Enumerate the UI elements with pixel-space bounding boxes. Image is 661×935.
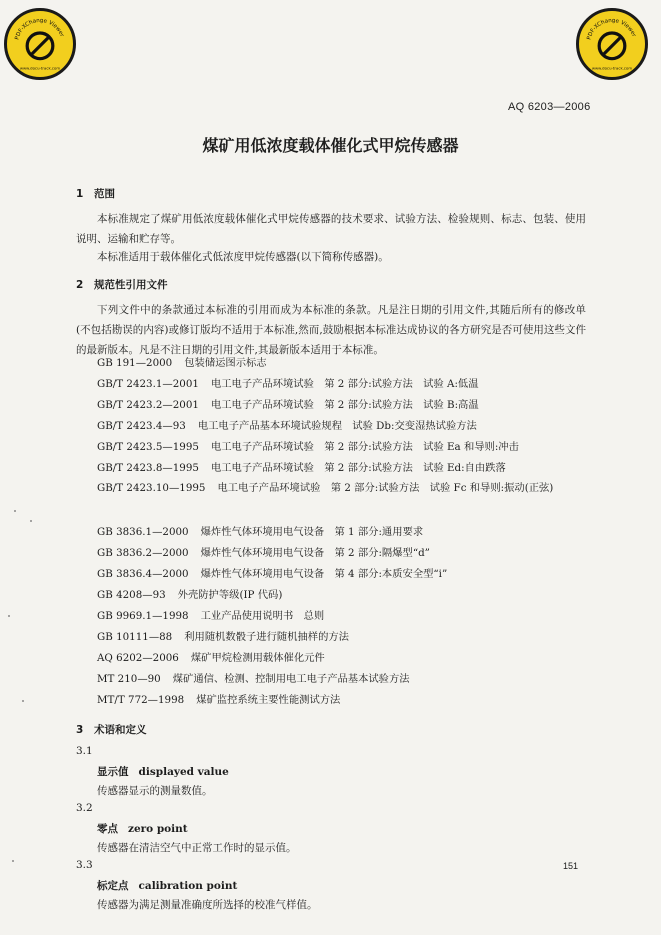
- term-number: 3.2: [76, 802, 93, 814]
- reference-title: 电工电子产品环境试验 第 2 部分:试验方法 试验 Ea 和导则:冲击: [210, 441, 519, 453]
- section-title: 规范性引用文件: [94, 279, 168, 291]
- reference-title: 煤矿监控系统主要性能测试方法: [196, 694, 341, 706]
- reference-title: 电工电子产品环境试验 第 2 部分:试验方法 试验 Fc 和导则:振动(正弦): [217, 482, 554, 494]
- reference-title: 爆炸性气体环境用电气设备 第 4 部分:本质安全型“i”: [200, 568, 448, 580]
- reference-item: [97, 418, 477, 434]
- term-en: zero point: [128, 823, 188, 835]
- reference-code: GB/T 2423.4—93: [97, 420, 186, 432]
- term-number: 3.1: [76, 745, 93, 757]
- scan-speck: [8, 615, 10, 617]
- pdf-xchange-logo-icon: [579, 11, 645, 77]
- section-number: 2: [76, 279, 84, 291]
- stamp-text: PDF-XChange Viewer: [14, 17, 65, 41]
- reference-title: 煤矿通信、检测、控制用电工电子产品基本试验方法: [172, 673, 410, 685]
- section-number: 3: [76, 724, 84, 736]
- term-definition: 传感器为满足测量准确度所选择的校准气样值。: [97, 899, 318, 911]
- reference-code: GB/T 2423.2—2001: [97, 399, 199, 411]
- reference-code: GB/T 2423.5—1995: [97, 441, 199, 453]
- reference-title: 工业产品使用说明书 总则: [200, 610, 325, 622]
- term-name: [97, 821, 188, 836]
- reference-code: GB 10111—88: [97, 631, 173, 643]
- reference-item: [97, 566, 447, 582]
- reference-title: 电工电子产品基本环境试验规程 试验 Db:交变湿热试验方法: [197, 420, 477, 432]
- section-number: 1: [76, 188, 84, 200]
- scope-paragraph-1: 本标准规定了煤矿用低浓度载体催化式甲烷传感器的技术要求、试验方法、检验规则、标志、包装、使用说明、运输和贮存等。: [76, 213, 586, 245]
- reference-item: [97, 671, 410, 687]
- reference-item: [97, 355, 267, 371]
- reference-code: GB/T 2423.10—1995: [97, 482, 206, 494]
- term-en: calibration point: [138, 880, 238, 892]
- term-number: 3.3: [76, 859, 93, 871]
- section-title: 范围: [94, 188, 115, 200]
- reference-item: [97, 692, 340, 708]
- references-intro: 下列文件中的条款通过本标准的引用而成为本标准的条款。凡是注日期的引用文件,其随后所有的修改单(不包括勘误的内容)或修订版均不适用于本标准,然而,鼓励根据本标准达成协议的各方研究是否可使用这些文件的最新版本。凡是不注日期的引用文件,其最新版本适用于本标准。: [76, 304, 586, 356]
- svg-text:PDF-XChange Viewer: [586, 18, 636, 41]
- reference-item: [97, 376, 479, 392]
- term-name: [97, 764, 229, 779]
- reference-title: 爆炸性气体环境用电气设备 第 1 部分:通用要求: [200, 526, 424, 538]
- reference-title: 包装储运图示标志: [184, 357, 267, 369]
- reference-title: 利用随机数骰子进行随机抽样的方法: [184, 631, 349, 643]
- term-zh: 显示值: [97, 766, 129, 778]
- section-title: 术语和定义: [94, 724, 147, 736]
- reference-item: [76, 478, 587, 499]
- reference-item: [97, 439, 519, 455]
- reference-code: AQ 6202—2006: [97, 652, 179, 664]
- reference-item: [97, 460, 506, 476]
- reference-item: [97, 397, 479, 413]
- reference-code: MT 210—90: [97, 673, 161, 685]
- scan-speck: [22, 700, 24, 702]
- reference-title: 电工电子产品环境试验 第 2 部分:试验方法 试验 B:高温: [210, 399, 479, 411]
- term-en: displayed value: [138, 766, 229, 778]
- section-2-heading: [76, 277, 168, 292]
- reference-code: GB/T 2423.8—1995: [97, 462, 199, 474]
- reference-code: GB 9969.1—1998: [97, 610, 189, 622]
- stamp-url: www.docu-track.com: [591, 65, 633, 71]
- reference-item: [97, 524, 423, 540]
- reference-code: GB 3836.1—2000: [97, 526, 189, 538]
- scan-speck: [14, 510, 16, 512]
- svg-text:PDF-XChange Viewer: [14, 18, 64, 41]
- term-definition: 传感器在清洁空气中正常工作时的显示值。: [97, 842, 297, 854]
- reference-title: 煤矿甲烷检测用载体催化元件: [190, 652, 325, 664]
- reference-title: 爆炸性气体环境用电气设备 第 2 部分:隔爆型“d”: [200, 547, 430, 559]
- reference-code: GB 191—2000: [97, 357, 173, 369]
- document-title: 煤矿用低浓度载体催化式甲烷传感器: [202, 136, 459, 155]
- scan-speck: [12, 860, 14, 862]
- reference-item: [97, 608, 324, 624]
- stamp-url: www.docu-track.com: [19, 65, 61, 71]
- pdf-xchange-stamp-right[interactable]: [576, 8, 648, 80]
- reference-title: 电工电子产品环境试验 第 2 部分:试验方法 试验 A:低温: [210, 378, 479, 390]
- term-definition: 传感器显示的测量数值。: [97, 785, 213, 797]
- pdf-xchange-logo-icon: [7, 11, 73, 77]
- reference-item: [97, 629, 349, 645]
- scope-paragraph-2: 本标准适用于载体催化式低浓度甲烷传感器(以下简称传感器)。: [97, 251, 389, 263]
- section-3-heading: [76, 722, 147, 737]
- reference-item: [97, 587, 282, 603]
- section-1-heading: [76, 186, 115, 201]
- term-name: [97, 878, 237, 893]
- scan-speck: [30, 520, 32, 522]
- term-zh: 零点: [97, 823, 118, 835]
- stamp-text: PDF-XChange Viewer: [586, 17, 637, 41]
- reference-item: [97, 650, 325, 666]
- page-number: 151: [563, 861, 579, 871]
- term-zh: 标定点: [97, 880, 129, 892]
- reference-code: MT/T 772—1998: [97, 694, 185, 706]
- reference-code: GB 3836.2—2000: [97, 547, 189, 559]
- reference-title: 外壳防护等级(IP 代码): [177, 589, 283, 601]
- reference-code: GB 3836.4—2000: [97, 568, 189, 580]
- reference-code: GB 4208—93: [97, 589, 166, 601]
- pdf-xchange-stamp-left[interactable]: [4, 8, 76, 80]
- reference-code: GB/T 2423.1—2001: [97, 378, 199, 390]
- standard-code: AQ 6203—2006: [508, 101, 591, 113]
- reference-title: 电工电子产品环境试验 第 2 部分:试验方法 试验 Ed:自由跌落: [210, 462, 506, 474]
- reference-item: [97, 545, 430, 561]
